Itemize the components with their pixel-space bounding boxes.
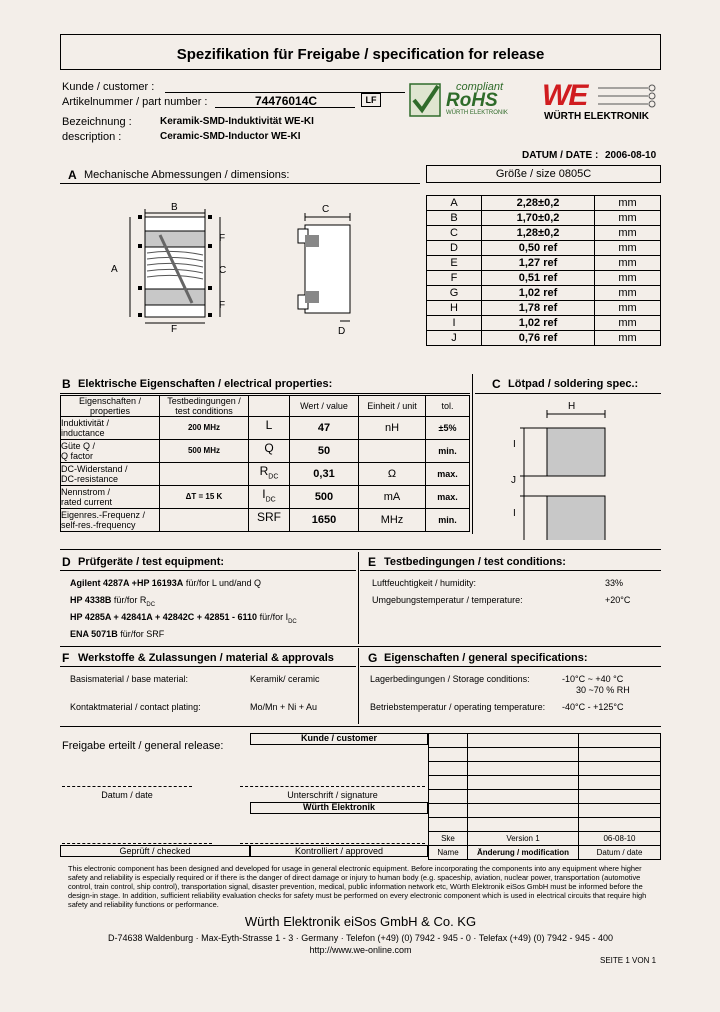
dim-label-b: B bbox=[171, 202, 178, 213]
revision-row bbox=[429, 734, 661, 748]
revision-cell bbox=[579, 818, 661, 832]
property-tol: ±5% bbox=[426, 417, 470, 440]
property-name-en: inductance bbox=[61, 428, 105, 438]
dimension-param: C bbox=[427, 226, 482, 241]
dimension-row bbox=[427, 211, 661, 226]
section-c-title: Lötpad / soldering spec.: bbox=[508, 378, 639, 390]
section-a-title: Mechanische Abmessungen / dimensions: bbox=[84, 169, 290, 181]
revision-cell bbox=[429, 790, 468, 804]
dimension-param: A bbox=[427, 196, 482, 211]
property-condition bbox=[160, 463, 249, 486]
revision-row bbox=[429, 762, 661, 776]
dimension-unit: mm bbox=[595, 226, 661, 241]
revision-cell bbox=[468, 804, 579, 818]
checked-line bbox=[62, 843, 212, 844]
dim-label-c-side: C bbox=[322, 204, 330, 215]
dimension-value: 1,02 ref bbox=[482, 286, 595, 301]
description-label: description : bbox=[62, 131, 122, 143]
pad-label-i2: I bbox=[513, 508, 516, 519]
revision-cell: Name bbox=[429, 846, 468, 860]
section-f-title: Werkstoffe & Zulassungen / material & approvals bbox=[78, 652, 334, 664]
revision-cell: Ske bbox=[429, 832, 468, 846]
revision-cell bbox=[429, 818, 468, 832]
property-condition: ΔT = 15 K bbox=[160, 486, 249, 509]
designation-value: Keramik-SMD-Induktivität WE-KI bbox=[160, 116, 314, 127]
property-value: 500 bbox=[290, 486, 359, 509]
property-row bbox=[61, 509, 470, 532]
pad-label-i1: I bbox=[513, 439, 516, 450]
date-line bbox=[62, 786, 192, 787]
section-f-underline bbox=[60, 666, 356, 667]
property-value: 1650 bbox=[290, 509, 359, 532]
approved-line bbox=[240, 843, 425, 844]
revision-cell bbox=[579, 762, 661, 776]
company-website[interactable]: http://www.we-online.com bbox=[309, 945, 412, 955]
customer-header: Kunde / customer bbox=[300, 733, 377, 743]
equipment-line bbox=[70, 628, 164, 640]
section-divider-de bbox=[358, 552, 359, 644]
revision-cell bbox=[468, 762, 579, 776]
spec-value: +20°C bbox=[605, 595, 631, 605]
section-d-underline bbox=[60, 570, 356, 571]
section-e-underline bbox=[360, 570, 661, 571]
pad-label-h: H bbox=[568, 401, 576, 412]
dimension-unit: mm bbox=[595, 331, 661, 346]
description-value: Ceramic-SMD-Inductor WE-KI bbox=[160, 131, 301, 142]
revision-cell bbox=[429, 734, 468, 748]
property-name-de: Nennstrom / bbox=[61, 487, 111, 497]
section-a-underline bbox=[60, 183, 420, 184]
dim-label-d: D bbox=[338, 326, 346, 337]
property-symbol bbox=[249, 486, 290, 509]
dimension-unit: mm bbox=[595, 196, 661, 211]
property-row bbox=[61, 463, 470, 486]
circuit-lines-icon bbox=[598, 84, 660, 112]
dimension-param: H bbox=[427, 301, 482, 316]
col-unit: Einheit / unit bbox=[359, 396, 426, 417]
page-title: Spezifikation für Freigabe / specification for release bbox=[176, 46, 545, 63]
page-number: SEITE 1 VON 1 bbox=[600, 956, 657, 965]
dimension-unit: mm bbox=[595, 241, 661, 256]
revision-row bbox=[429, 748, 661, 762]
checked-label: Geprüft / checked bbox=[119, 846, 191, 856]
equipment-purpose: für/for R bbox=[111, 595, 147, 605]
dimension-value: 1,28±0,2 bbox=[482, 226, 595, 241]
section-b-letter: B bbox=[62, 377, 71, 391]
symbol-sub: DC bbox=[268, 473, 279, 481]
equipment-purpose: für/for I bbox=[257, 612, 289, 622]
dimension-value: 2,28±0,2 bbox=[482, 196, 595, 211]
revision-row bbox=[429, 846, 661, 860]
property-unit: MHz bbox=[359, 509, 426, 532]
property-value: 50 bbox=[290, 440, 359, 463]
brand-name: WÜRTH ELEKTRONIK bbox=[544, 111, 649, 122]
dimension-param: F bbox=[427, 271, 482, 286]
equipment-sub: DC bbox=[288, 618, 297, 625]
release-label: Freigabe erteilt / general release: bbox=[62, 740, 224, 752]
property-row bbox=[61, 440, 470, 463]
rohs-text: RoHS bbox=[446, 90, 498, 111]
spec-value: Keramik/ ceramic bbox=[250, 674, 320, 684]
spec-label: Umgebungstemperatur / temperature: bbox=[372, 595, 523, 605]
dim-label-f-mid: F bbox=[219, 300, 226, 311]
revision-cell: 06-08-10 bbox=[579, 832, 661, 846]
equipment-purpose: für/for SRF bbox=[117, 629, 165, 639]
equipment-name: ENA 5071B bbox=[70, 629, 118, 639]
dimension-row bbox=[427, 286, 661, 301]
dimension-param: J bbox=[427, 331, 482, 346]
equipment-name: HP 4285A + 42841A + 42842C + 42851 - 6110 bbox=[70, 612, 258, 622]
property-name bbox=[61, 440, 160, 463]
dimension-unit: mm bbox=[595, 256, 661, 271]
revision-cell bbox=[429, 804, 468, 818]
equipment-sub: DC bbox=[146, 601, 156, 608]
company-name: Würth Elektronik eiSos GmbH & Co. KG bbox=[244, 914, 477, 929]
dim-label-f-top: F bbox=[219, 233, 226, 244]
revision-row bbox=[429, 776, 661, 790]
col-value: Wert / value bbox=[290, 396, 359, 417]
rohs-sub: WÜRTH ELEKTRONIK bbox=[446, 110, 508, 116]
section-divider-fg bbox=[358, 648, 359, 724]
section-a-letter: A bbox=[68, 168, 77, 182]
property-name bbox=[61, 486, 160, 509]
revision-cell: Version 1 bbox=[468, 832, 579, 846]
date-label: DATUM / DATE : bbox=[522, 150, 599, 161]
property-name-en: self-res.-frequency bbox=[61, 520, 136, 530]
dim-label-c-right: C bbox=[219, 265, 227, 276]
rohs-logo bbox=[406, 80, 526, 120]
dimension-unit: mm bbox=[595, 271, 661, 286]
revision-cell bbox=[468, 790, 579, 804]
property-name bbox=[61, 417, 160, 440]
dimension-value: 0,50 ref bbox=[482, 241, 595, 256]
dimension-unit: mm bbox=[595, 211, 661, 226]
equipment-name: Agilent 4287A +HP 16193A bbox=[70, 578, 184, 588]
section-g-underline bbox=[360, 666, 661, 667]
dim-label-f-bottom: F bbox=[171, 324, 178, 335]
property-unit: nH bbox=[359, 417, 426, 440]
spec-value: 33% bbox=[605, 578, 624, 588]
section-b-underline bbox=[60, 393, 470, 394]
mechanical-drawing bbox=[100, 195, 380, 345]
part-number: 74476014C bbox=[255, 94, 318, 108]
property-tol: max. bbox=[426, 463, 470, 486]
dimension-param: I bbox=[427, 316, 482, 331]
property-name-en: DC-resistance bbox=[61, 474, 119, 484]
revision-row bbox=[429, 818, 661, 832]
wurth-header: Würth Elektronik bbox=[302, 802, 375, 812]
date-value: 2006-08-10 bbox=[605, 150, 657, 161]
section-g-letter: G bbox=[368, 651, 378, 665]
property-tol: max. bbox=[426, 486, 470, 509]
dimension-value: 1,70±0,2 bbox=[482, 211, 595, 226]
dimension-value: 0,51 ref bbox=[482, 271, 595, 286]
dimension-param: D bbox=[427, 241, 482, 256]
property-condition: 200 MHz bbox=[160, 417, 249, 440]
dimensions-table bbox=[426, 195, 661, 346]
revision-cell bbox=[579, 776, 661, 790]
property-name-de: Güte Q / bbox=[61, 441, 96, 451]
col-conditions: Testbedingungen / test conditions bbox=[160, 396, 249, 417]
section-d-topline bbox=[60, 549, 661, 550]
pad-label-j: J bbox=[511, 475, 516, 486]
spec-value: -40°C - +125°C bbox=[562, 702, 624, 712]
revision-cell bbox=[468, 818, 579, 832]
equipment-name: HP 4338B bbox=[70, 595, 112, 605]
disclaimer: This electronic component has been designed and developed for usage in general electronic equipment. Before incorporating the components into any equipment where higher safety and reliability is especially required or if there is the danger of direct damage or injury to human body (e.g. spaceship, aviation, nuclear power, transportation (automotive control, train control, ship control), transportation signal, disaster prevention, medical, public information network etc, Würth Elektronik eiSos GmbH must be informed before the design-in stage. In addition, sufficient reliability evaluation checks for safety must be performed on every electronic component which is used in electrical circuits that require high safety and reliability functions or performance. bbox=[68, 864, 647, 909]
symbol-main: L bbox=[265, 417, 273, 432]
dimension-unit: mm bbox=[595, 316, 661, 331]
property-symbol bbox=[249, 463, 290, 486]
revision-cell bbox=[579, 790, 661, 804]
section-f-topline bbox=[60, 646, 661, 647]
property-name-de: Eigenres.-Frequenz / bbox=[61, 510, 146, 520]
dimension-row bbox=[427, 271, 661, 286]
approval-topline bbox=[60, 726, 661, 727]
revision-cell bbox=[468, 748, 579, 762]
section-d-title: Prüfgeräte / test equipment: bbox=[78, 556, 225, 568]
date-sign-label: Datum / date bbox=[101, 790, 153, 800]
symbol-sub: DC bbox=[265, 496, 276, 504]
revision-cell bbox=[579, 734, 661, 748]
symbol-main: SRF bbox=[257, 509, 281, 524]
approved-label: Kontrolliert / approved bbox=[294, 846, 384, 856]
lf-badge-text: LF bbox=[365, 95, 377, 105]
property-tol: min. bbox=[426, 440, 470, 463]
dimension-row bbox=[427, 226, 661, 241]
property-name bbox=[61, 463, 160, 486]
dimension-unit: mm bbox=[595, 286, 661, 301]
dimension-row bbox=[427, 316, 661, 331]
spec-label: Kontaktmaterial / contact plating: bbox=[70, 702, 201, 712]
property-condition bbox=[160, 509, 249, 532]
symbol-main: R bbox=[259, 463, 269, 478]
spec-label: Luftfeuchtigkeit / humidity: bbox=[372, 578, 477, 588]
property-unit: mA bbox=[359, 486, 426, 509]
dimension-param: G bbox=[427, 286, 482, 301]
property-symbol bbox=[249, 417, 290, 440]
revision-row bbox=[429, 832, 661, 846]
dimension-param: E bbox=[427, 256, 482, 271]
symbol-main: I bbox=[262, 486, 266, 501]
we-logo bbox=[528, 80, 663, 122]
equipment-purpose: für/for L und/and Q bbox=[183, 578, 262, 588]
size-label: Größe / size 0805C bbox=[495, 168, 592, 180]
dimension-unit: mm bbox=[595, 301, 661, 316]
dimension-value: 1,78 ref bbox=[482, 301, 595, 316]
revision-cell: Änderung / modification bbox=[468, 846, 579, 860]
we-logo-text: WE bbox=[542, 79, 587, 112]
rohs-compliant: compliant bbox=[456, 81, 504, 93]
equipment-line bbox=[70, 611, 297, 628]
equipment-line bbox=[70, 594, 155, 611]
revision-cell bbox=[468, 776, 579, 790]
revision-cell bbox=[429, 748, 468, 762]
dimension-row bbox=[427, 196, 661, 211]
revision-cell bbox=[429, 776, 468, 790]
section-g-title: Eigenschaften / general specifications: bbox=[384, 652, 588, 664]
dimension-row bbox=[427, 301, 661, 316]
revision-cell: Datum / date bbox=[579, 846, 661, 860]
property-value: 0,31 bbox=[290, 463, 359, 486]
property-symbol bbox=[249, 440, 290, 463]
solderpad-drawing bbox=[500, 400, 630, 540]
revision-cell bbox=[579, 748, 661, 762]
electrical-table bbox=[60, 395, 470, 532]
revision-cell bbox=[429, 762, 468, 776]
property-unit: Ω bbox=[359, 463, 426, 486]
property-value: 47 bbox=[290, 417, 359, 440]
property-row bbox=[61, 417, 470, 440]
property-name-en: Q factor bbox=[61, 451, 94, 461]
property-unit bbox=[359, 440, 426, 463]
spec-value: -10°C ~ +40 °C bbox=[562, 674, 624, 684]
dimension-param: B bbox=[427, 211, 482, 226]
revision-cell bbox=[468, 734, 579, 748]
property-tol: min. bbox=[426, 509, 470, 532]
dimension-value: 1,02 ref bbox=[482, 316, 595, 331]
company-address: D-74638 Waldenburg · Max-Eyth-Strasse 1 - 3 · Germany · Telefon (+49) (0) 7942 - 945 - 0 · Telefax (+49) (0) 7942 - 945 - 400 bbox=[107, 933, 614, 943]
section-b-title: Elektrische Eigenschaften / electrical properties: bbox=[78, 378, 333, 390]
section-e-letter: E bbox=[368, 555, 377, 569]
section-divider-bc bbox=[472, 374, 473, 534]
spec-label: Betriebstemperatur / operating temperature: bbox=[370, 702, 546, 712]
section-f-letter: F bbox=[62, 651, 70, 665]
spec-label: Basismaterial / base material: bbox=[70, 674, 189, 684]
customer-label: Kunde / customer : bbox=[62, 81, 155, 93]
section-c-letter: C bbox=[492, 377, 501, 391]
symbol-main: Q bbox=[264, 440, 274, 455]
property-name bbox=[61, 509, 160, 532]
property-name-de: Induktivität / bbox=[61, 418, 110, 428]
section-c-underline bbox=[475, 393, 661, 394]
property-name-en: rated current bbox=[61, 497, 113, 507]
property-symbol bbox=[249, 509, 290, 532]
revision-row bbox=[429, 790, 661, 804]
spec-value: Mo/Mn + Ni + Au bbox=[250, 702, 318, 712]
section-d-letter: D bbox=[62, 555, 71, 569]
equipment-line bbox=[70, 577, 261, 589]
dimension-row bbox=[427, 331, 661, 346]
part-label: Artikelnummer / part number : bbox=[62, 96, 208, 108]
property-name-de: DC-Widerstand / bbox=[61, 464, 128, 474]
dimension-value: 1,27 ref bbox=[482, 256, 595, 271]
col-properties: Eigenschaften / properties bbox=[61, 396, 160, 417]
designation-label: Bezeichnung : bbox=[62, 116, 132, 128]
signature-line bbox=[240, 786, 425, 787]
col-tol: tol. bbox=[426, 396, 470, 417]
revision-row bbox=[429, 804, 661, 818]
property-row bbox=[61, 486, 470, 509]
spec-value-2: 30 ~70 % RH bbox=[576, 685, 630, 695]
revision-table bbox=[428, 733, 661, 860]
section-e-title: Testbedingungen / test conditions: bbox=[384, 556, 566, 568]
dimension-row bbox=[427, 241, 661, 256]
property-condition: 500 MHz bbox=[160, 440, 249, 463]
dimension-value: 0,76 ref bbox=[482, 331, 595, 346]
spec-label: Lagerbedingungen / Storage conditions: bbox=[370, 674, 530, 684]
dim-label-a: A bbox=[111, 264, 118, 275]
signature-label: Unterschrift / signature bbox=[287, 790, 378, 800]
dimension-row bbox=[427, 256, 661, 271]
revision-cell bbox=[579, 804, 661, 818]
